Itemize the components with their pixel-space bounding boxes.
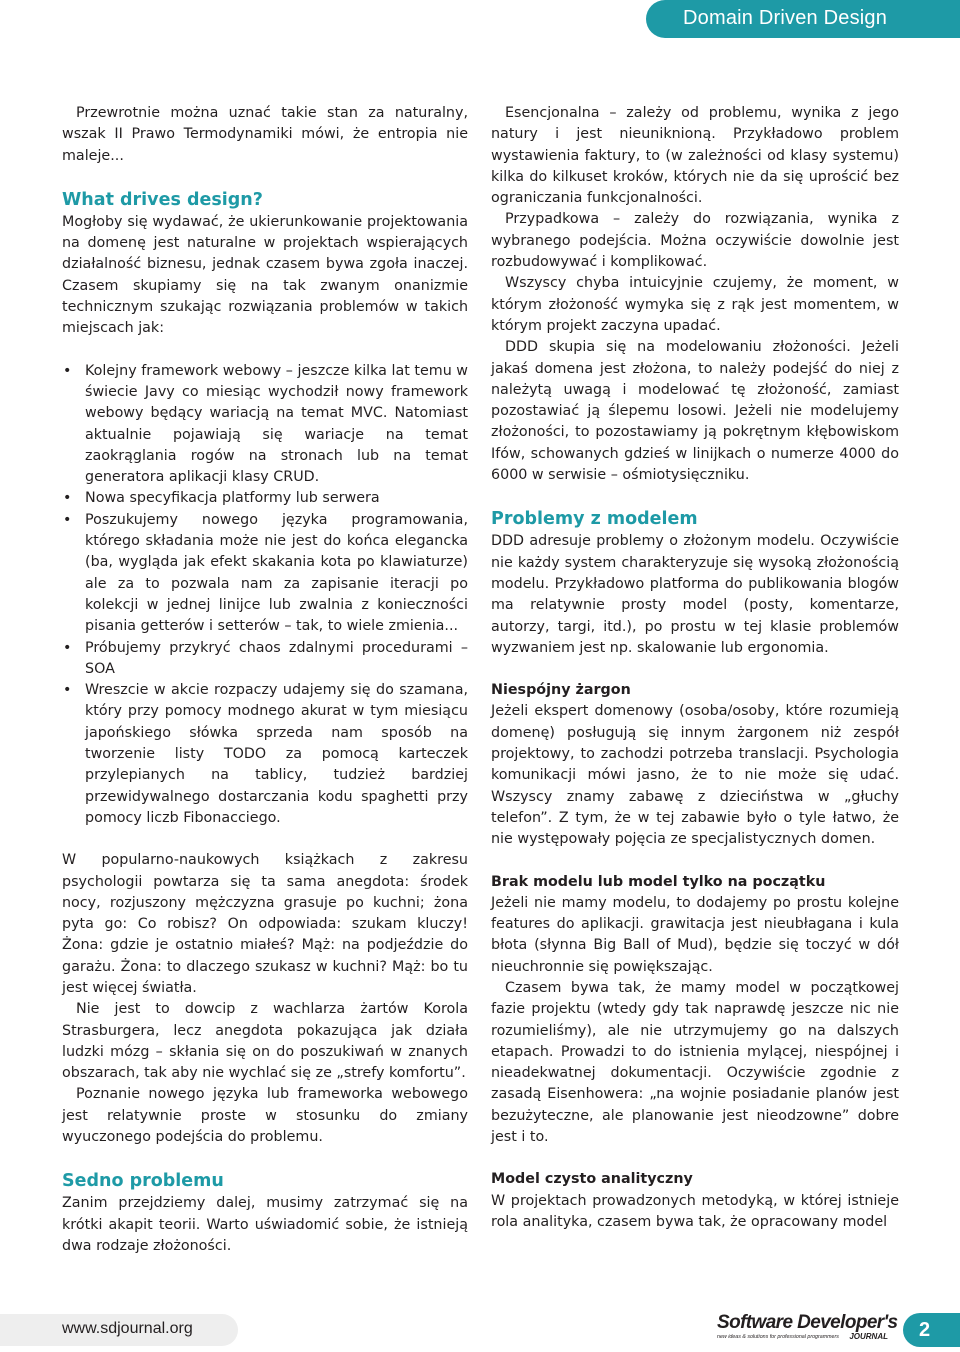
left-column (62, 103, 468, 1257)
paragraph-essential: Esencjonalna – zależy od problemu, wynika z jego natury i jest nieuniknioną. Przykładowo problem wystawienia faktury, to (w zależności od klasy systemu) kilka do kilkuset kroków, których nie da się uprościć bez ograniczania funkcjonalności. (491, 105, 899, 207)
brand-sub: JOURNAL (849, 1332, 888, 1341)
paragraph-no-model-1: Jeżeli nie mamy modelu, to dodajemy po prostu kolejne features do aplikacji. grawitacja jest nieubłagana i kula błota (słynna Big Ball of Mud), będzie się toczyć w dół nieuchronnie się powiększając. (491, 894, 899, 975)
paragraph-ddd: DDD skupia się na modelowaniu złożoności. Jeżeli jakaś domena jest złożona, to należy podejść do niej z należytą uwagą i modelować tę złożoność, zamiast pozostawiać ją ślepemu losowi. Jeżeli nie modelujemy złożoności, to pozostawiamy ją pokrętnym kłębowiskom Ifów, schowanych gdzieś w linijkach o numerze 4000 do 6000 w serwisie – ośmiotysięczniku. (491, 339, 899, 484)
list-item: • Poszukujemy nowego języka programowania, którego składania może nie jest do końca elegancka (ba, wygląda jak efekt skakania kota po klawiaturze) ale za to pozwala nam za zapisanie iteracji po kolekcji w jednej linijce lub zwalnia z konieczności pisania getterów i setterów – tak, to wiele zmienia... (62, 510, 468, 638)
paragraph-intro: Przewrotnie można uznać takie stan za naturalny, wszak II Prawo Termodynamiki mówi, że entropia nie maleje... (62, 105, 468, 164)
heading-model-analityczny: Model czysto analityczny (491, 1171, 693, 1188)
heading-brak-modelu: Brak modelu lub model tylko na początku (491, 873, 826, 890)
paragraph-jargon: Jeżeli ekspert domenowy (osoba/osoby, które rozumieją domenę) posługują się innym żargonem niż zespół projektowy, to zachodzi potrzeba translacji. Psychologia komunikacji mówi jasno, że to nie może się udać. Wszyscy znamy zabawę z dzieciństwa w „głuchy telefon”. Z tym, że w tej zabawie było o tyle łatwo, że nie występowały pojęcia ze specjalistycznych domen. (491, 703, 899, 848)
paragraph-analytic: W projektach prowadzonych metodyką, w której istnieje rola analityka, czasem bywa tak, że opracowany model (491, 1192, 899, 1230)
page-number: 2 (919, 1319, 931, 1341)
list-item: • Próbujemy przykryć chaos zdalnymi procedurami – SOA (62, 638, 468, 681)
heading-sedno-problemu: Sedno problemu (62, 1171, 224, 1192)
list-item: • Nowa specyfikacja platformy lub serwera (62, 488, 468, 509)
footer-url[interactable]: www.sdjournal.org (62, 1320, 193, 1337)
right-column (491, 103, 899, 1233)
list-item: • Wreszcie w akcie rozpaczy udajemy się do szamana, który przy pomocy modnego akurat w tym miesiącu japońskiego słówka sprzeda nam sposób na tworzenie listy TODO za pomocą karteczek przylepianych na tablicy, tudzież bardziej przewidywalnego dostarczania kodu spaghetti przy pomocy liczb Fibonacciego. (62, 680, 468, 829)
heading-niespojny-zargon: Niespójny żargon (491, 682, 631, 699)
journal-logo (717, 1312, 898, 1343)
paragraph-anecdote: W popularno-naukowych książkach z zakresu psychologii powtarza się ta sama anegdota: środek nocy, rozjuszony mężczyzna grasuje po kuchni; żona pyta go: Co robisz? On odpowiada: szukam kluczy! Żona: gdzie je ostatnio miałeś? Mąż: na podjeździe do garażu. Żona: to dlaczego szukasz w kuchni? Mąż: bo tu jest więcej światła. (62, 852, 468, 996)
brand-tagline: new ideas & solutions for professional programmers (717, 1334, 839, 1340)
heading-what-drives-design: What drives design? (62, 189, 263, 210)
paragraph-accidental: Przypadkowa – zależy do rozwiązania, wynika z wybranego podejścia. Można oczywiście dowolnie jest rozbudowywać i komplikować. (491, 211, 899, 271)
brand-name: Software Developer's (717, 1312, 898, 1333)
paragraph-intuition: Wszyscy chyba intuicyjnie czujemy, że moment, w którym złożoność wymyka się z rąk jest momentem, w którym projekt zaczyna upadać. (491, 275, 899, 334)
paragraph-what-drives: Mogłoby się wydawać, że ukierunkowanie projektowania na domenę jest naturalne w projektach wspierających działalność biznesu, jednak czasem bywa zgoła inaczej. Czasem skupiamy się na tak zwanym onanizmie technicznym szukając rozwiązania problemów w takich miejscach jak: (62, 213, 468, 337)
paragraph-no-model-2: Czasem bywa tak, że mamy model w początkowej fazie projektu (wtedy gdy tak naprawdę jeszcze nic nie rozumieliśmy), ale nie utrzymujemy go na dalszych etapach. Prowadzi to do istnienia mylącej, niespójnej i nieadekwatnej dokumentacji. Oczywiście zgodnie z zasadą Eisenhowera: „na wojnie posiadanie planów jest bezużyteczne, ale planowanie jest nieodzowne” dobre jest i to. (491, 979, 899, 1146)
paragraph-joke: Nie jest to dowcip z wachlarza żartów Korola Strasburgera, lecz anegdota pokazująca jak działa ludzki mózg – skłania się on do poszukiwań w znanych obszarach, tak aby nie wychlać się ze „strefy komfortu”. (62, 1001, 468, 1082)
list-item: • Kolejny framework webowy – jeszcze kilka lat temu w świecie Javy co miesiąc wychodził nowy framework webowy będący wariacją na temat MVC. Natomiast aktualnie pojawiają się wariacje na temat zaokrąglania rogów na stronach lub na temat generatora aplikacji klasy CRUD. (62, 361, 468, 489)
heading-problemy-z-modelem: Problemy z modelem (491, 509, 698, 530)
section-title: Domain Driven Design (683, 7, 888, 29)
paragraph-sedno: Zanim przejdziemy dalej, musimy zatrzymać się na krótki akapit teorii. Warto uświadomić sobie, że istnieją dwa rodzaje złożoności. (62, 1195, 468, 1254)
page-number-box (903, 1313, 960, 1347)
paragraph-learning: Poznanie nowego języka lub frameworka webowego jest relatywnie proste w stosunku do zmiany wyuczonego podejścia do problemu. (62, 1086, 468, 1146)
bullet-list (62, 361, 468, 830)
paragraph-problems: DDD adresuje problemy o złożonym modelu. Oczywiście nie każdy system charakteryzuje się wysoką złożonością modelu. Przykładowo platforma do publikowania blogów ma relatywnie prosty model (posty, komentarze, autorzy, targi, itd.), po prostu w tej klasie problemów wyzwaniem jest np. skalowanie lub ergonomia. (491, 533, 899, 656)
